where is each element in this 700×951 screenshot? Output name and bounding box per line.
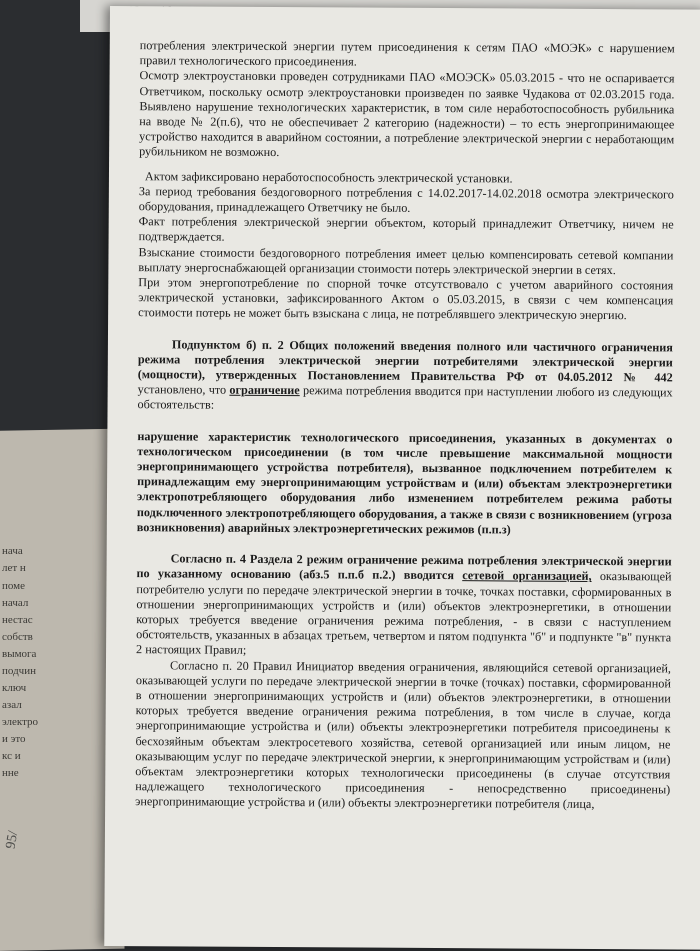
background-fragment: вымога (2, 648, 37, 660)
background-fragment: подчин (2, 665, 36, 677)
background-fragment: лет н (2, 562, 26, 574)
text: установлено, что (137, 382, 230, 398)
background-fragment: собств (2, 631, 33, 643)
background-fragment: поме (2, 580, 26, 592)
legal-reference-bold: Подпунктом б) п. 2 Общих положений введения полного или частичного ограничения режима потребления электрической энергии потребителями электрической энергии (мощности), утвержденных Постановлением Правительства РФ от 04.05.2012 № 442 (137, 337, 673, 385)
paragraph: Взыскание стоимости бездоговорного потребления имеет целью компенсировать сетевой компании выплату энергоснабжающей организации стоимости потерь электрической энергии в сетях. (138, 244, 674, 277)
background-fragment: ключ (2, 682, 27, 694)
underlined-network-org: сетевой организацией, (462, 568, 592, 584)
document-page (104, 6, 700, 950)
background-handwritten-number: 95/ (3, 829, 22, 851)
background-fragment: азал (2, 699, 22, 711)
background-fragment: и это (2, 733, 26, 745)
paragraph: При этом энергопотребление по спорной точке отсутствовало с учетом аварийного состояния электрической установки, зафиксированного Актом о 05.03.2015, в связи с чем компенсация стоимости потерь не может быть взыскана с лица, не потреблявшего электрическую энергию. (138, 275, 674, 323)
background-fragment: нача (2, 545, 23, 557)
background-fragment: нестас (2, 614, 33, 626)
paragraph: Осмотр электроустановки проведен сотрудниками ПАО «МОЭСК» 05.03.2015 - что не оспаривается Ответчиком, поскольку осмотр электроустановки произведен по заявке Чудакова от 02.03.2015 года. Выявлено нарушение технологических характеристик, в том силе неработоспособность рубильника на вводе № 2(п.6), что не обеспечивает 2 категорию (надежности) – то есть энергопринимающее устройство находится в аварийном состоянии, а потребление электрической энергии с неработающим рубильником не возможно. (139, 68, 675, 160)
paragraph: Актом зафиксировано неработоспособность электрической установки. (144, 168, 513, 186)
text: оказывающей потребителю услуги по передаче электрической энергии в точке, точках поставки, сформированных в отношении энергопринимающих устройств и (или) объектов электроэнергетики, в отношении которых требуется введение ограничения режима потребления, - в связи с наступлением обстоятельств, указанных в абзацах третьем, четвертом и пятом подпункта "б" и подпункте "в" пункта 2 настоящих Правил; (136, 569, 672, 658)
section-4-bold: Согласно п. 4 Раздела 2 режим ограничение режима потребления электрической энергии по указанному основанию (абз.5 п.п.б п.2.) вводится (136, 551, 672, 583)
paragraph-section-20: Согласно п. 20 Правил Инициатор введения ограничения, являющийся сетевой организацией, оказывающей услуги по передаче электрической энергии в точке (точках) поставки, сформированной в отношении энергопринимающих устройств и (или) объектов электроэнергетики, в отношении которых требуется введение ограничения режима потребления, в том числе в случае, когда энергопринимающие устройства и (или) объекты электроэнергетики потребителя присоединены к бесхозяйным объектам электросетевого хозяйства, сетевой организацией или иным лицом, не оказывающим услуг по передаче электрической энергии, к энергопринимающим устройствам и (или) объектам электроэнергетики которых технологически присоединены (в случае отсутствия надлежащего технологического присоединения - непосредственно присоединены) энергопринимающие устройства и (или) объекты электроэнергетики потребителя (лица, (135, 657, 672, 812)
document-body (135, 38, 675, 813)
paragraph: потребления электрической энергии путем присоединения к сетям ПАО «МОЭК» с нарушением правил технологического присоединения. (139, 38, 675, 69)
background-fragment: нне (2, 767, 19, 779)
background-fragment: электро (2, 716, 39, 728)
background-fragment: начал (2, 597, 29, 609)
bold-quote-block: нарушение характеристик технологического присоединения, указанных в документах о технологическом присоединении (в том числе превышение максимальной мощности энергопринимающего устройства потребителя), вызванное подключением потребителем к принадлежащим ему энергопринимающим устройствам и (или) объектам электроэнергетики электропотребляющего оборудования либо изменением потребителем режима работы подключенного электропотребляющего оборудования, а также в связи с возникновением (угроза возникновения) аварийных электроэнергетических режимов (п.п.з) (136, 428, 673, 537)
paragraph: За период требования бездоговорного потребления с 14.02.2017-14.02.2018 осмотра электрического оборудования, принадлежащего Ответчику не было. (138, 184, 674, 215)
underlined-term: ограничение (229, 383, 300, 398)
background-fragment: кс и (2, 750, 21, 762)
sub-paragraph-legal-reference (138, 337, 673, 416)
text: режима потребления вводится при наступлении любого из следующих обстоятельств: (137, 383, 673, 413)
paragraph: Факт потребления электрической энергии объектом, который принадлежит Ответчику, ничем не подтверждается. (138, 214, 674, 245)
paragraph-section-4 (136, 551, 672, 661)
